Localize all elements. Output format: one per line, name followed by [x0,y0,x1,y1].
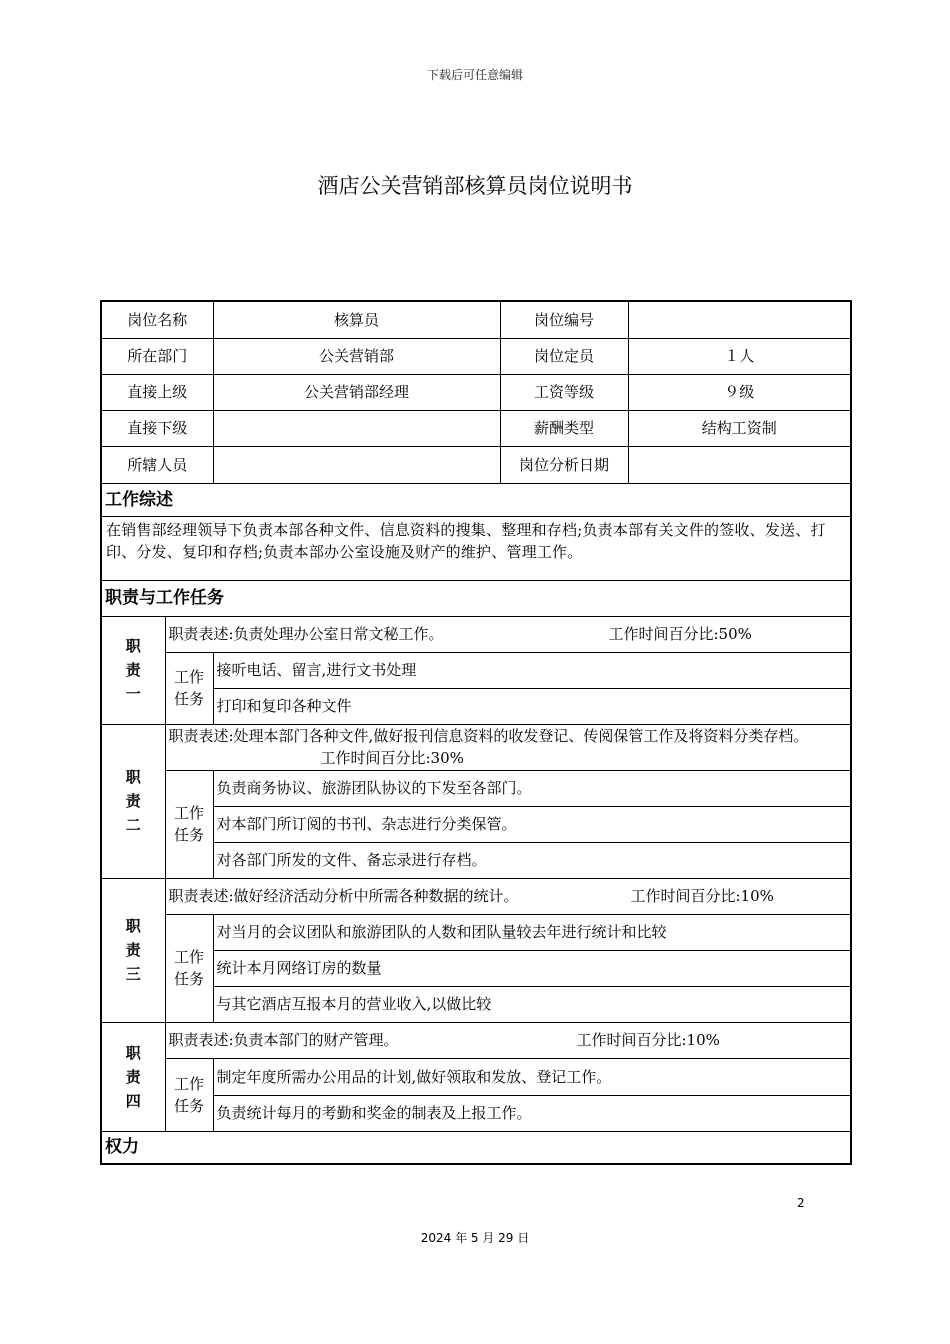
duty-label [101,724,165,878]
info-value: ９级 [628,374,851,410]
info-value [213,446,500,483]
task-label-text: 工作任务 [174,668,205,708]
duty-description [165,1022,851,1058]
duty-time-percentage: 工作时间百分比:30% [320,749,464,767]
task-item: 负责商务协议、旅游团队协议的下发至各部门。 [213,770,851,806]
work-summary-heading: 工作综述 [101,483,851,516]
summary-row [101,516,851,580]
duty-time-percentage: 工作时间百分比:10% [630,887,774,905]
duty-label [101,1022,165,1131]
section-header-row [101,483,851,516]
info-row [101,410,851,446]
duties-heading: 职责与工作任务 [101,580,851,616]
info-label: 岗位编号 [500,301,628,338]
task-row [101,1058,851,1095]
duty-label-text: 职责一 [125,637,141,703]
info-label: 所辖人员 [101,446,213,483]
task-row [101,1095,851,1131]
task-item: 制定年度所需办公用品的计划,做好领取和发放、登记工作。 [213,1058,851,1095]
section-header-row [101,1131,851,1164]
duty-desc-row [101,1022,851,1058]
info-value [628,446,851,483]
document-title: 酒店公关营销部核算员岗位说明书 [317,174,633,198]
task-label-text: 工作任务 [174,948,205,988]
task-item: 对当月的会议团队和旅游团队的人数和团队量较去年进行统计和比较 [213,914,851,950]
duty-label [101,616,165,724]
info-row [101,374,851,410]
task-row [101,986,851,1022]
task-item: 统计本月网络订房的数量 [213,950,851,986]
task-label [165,914,213,1022]
task-row [101,842,851,878]
task-row [101,914,851,950]
duty-description-text: 职责表述:做好经济活动分析中所需各种数据的统计。 [168,887,519,905]
info-label: 薪酬类型 [500,410,628,446]
job-description-table [100,300,852,1165]
duty-description-text: 职责表述:处理本部门各种文件,做好报刊信息资料的收发登记、传阅保管工作及将资料分类存档。 [168,727,809,745]
task-item: 对本部门所订阅的书刊、杂志进行分类保管。 [213,806,851,842]
info-value: 结构工资制 [628,410,851,446]
info-label: 岗位定员 [500,338,628,374]
duty-desc-row [101,878,851,914]
duty-desc-row [101,724,851,770]
task-row [101,652,851,688]
section-header-row [101,580,851,616]
task-row [101,688,851,724]
task-label [165,770,213,878]
task-row [101,950,851,986]
info-value [628,301,851,338]
info-value: １人 [628,338,851,374]
task-label-text: 工作任务 [174,1074,205,1115]
header-note: 下载后可任意编辑 [426,68,523,82]
duty-description [165,616,851,652]
task-label [165,1058,213,1131]
info-value: 核算员 [213,301,500,338]
authority-heading: 权力 [101,1131,851,1164]
duty-description [165,878,851,914]
info-label: 岗位分析日期 [500,446,628,483]
info-label: 直接下级 [101,410,213,446]
info-value: 公关营销部 [213,338,500,374]
duty-desc-row [101,616,851,652]
duty-description [165,724,851,770]
duty-time-percentage: 工作时间百分比:10% [576,1031,720,1049]
info-row [101,446,851,483]
duty-time-percentage: 工作时间百分比:50% [608,625,752,643]
work-summary-text: 在销售部经理领导下负责本部各种文件、信息资料的搜集、整理和存档;负责本部有关文件的签收、发送、打印、分发、复印和存档;负责本部办公室设施及财产的维护、管理工作。 [101,516,851,580]
task-item: 打印和复印各种文件 [213,688,851,724]
info-label: 直接上级 [101,374,213,410]
info-row [101,301,851,338]
footer-date: 2024 年 5 月 29 日 [420,1231,530,1245]
task-row [101,806,851,842]
duty-description-text: 职责表述:负责处理办公室日常文秘工作。 [168,625,444,643]
task-item: 与其它酒店互报本月的营业收入,以做比较 [213,986,851,1022]
task-item: 接听电话、留言,进行文书处理 [213,652,851,688]
info-row [101,338,851,374]
info-label: 岗位名称 [101,301,213,338]
task-label [165,652,213,724]
task-label-text: 工作任务 [174,804,205,844]
duty-label [101,878,165,1022]
duty-label-text: 职责二 [125,768,141,834]
page-number: 2 [797,1196,805,1210]
task-item: 对各部门所发的文件、备忘录进行存档。 [213,842,851,878]
task-row [101,770,851,806]
duty-label-text: 职责四 [125,1043,141,1110]
duty-label-text: 职责三 [125,917,141,983]
duty-description-text: 职责表述:负责本部门的财产管理。 [168,1031,399,1049]
task-item: 负责统计每月的考勤和奖金的制表及上报工作。 [213,1095,851,1131]
info-label: 工资等级 [500,374,628,410]
info-value: 公关营销部经理 [213,374,500,410]
info-label: 所在部门 [101,338,213,374]
info-value [213,410,500,446]
